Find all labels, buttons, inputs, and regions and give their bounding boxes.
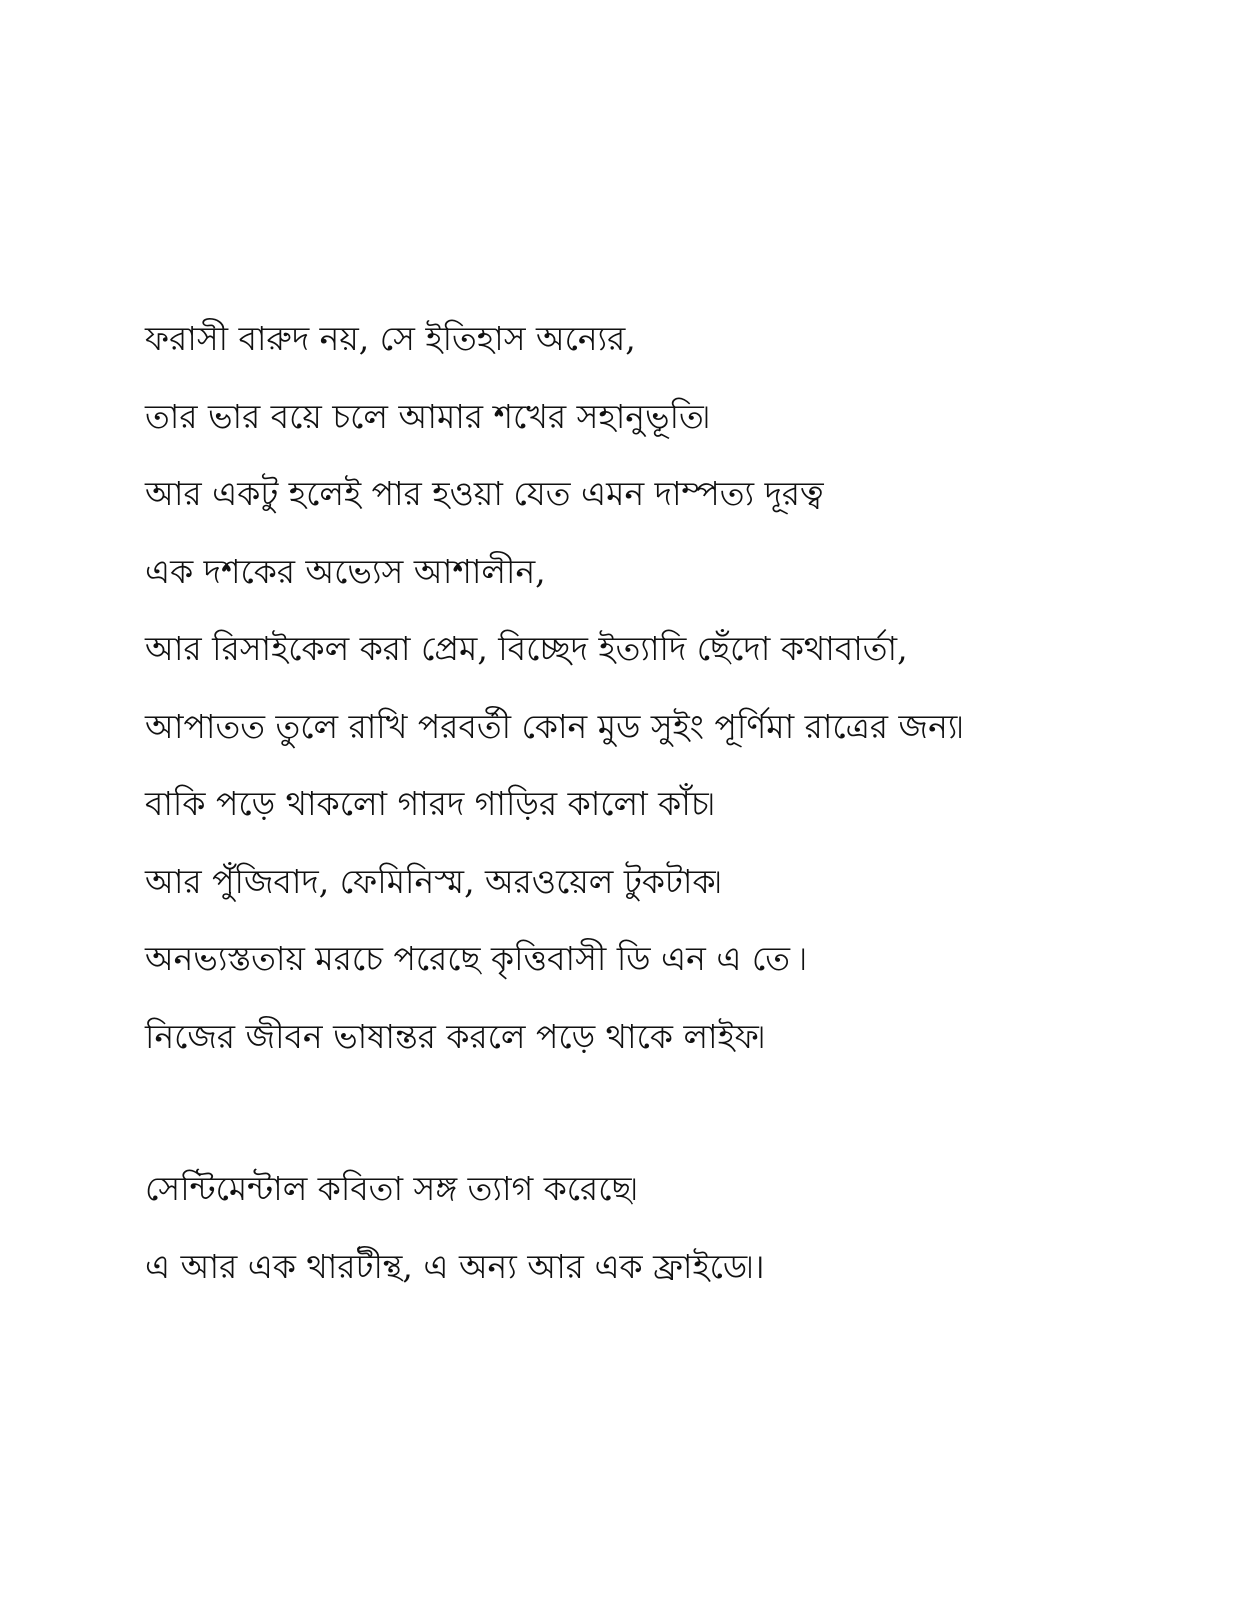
poem-line: এক দশকের অভ্যেস আশালীন,: [145, 551, 546, 591]
poem-line: আর একটু হলেই পার হওয়া যেত এমন দাম্পত্য দূরত্ব: [145, 474, 824, 513]
poem-line: বাকি পড়ে থাকলো গারদ গাড়ির কালো কাঁচ৷: [145, 784, 715, 823]
poem-line: এ আর এক থারটীন্থ, এ অন্য আর এক ফ্রাইডে৷।: [145, 1246, 765, 1286]
poem-line: আর পুঁজিবাদ, ফেমিনিস্ম, অরওয়েল টুকটাক৷: [145, 861, 722, 901]
poem-line: তার ভার বয়ে চলে আমার শখের সহানুভূতি৷: [145, 396, 710, 436]
poem-line: ফরাসী বারুদ নয়, সে ইতিহাস অন্যের,: [145, 319, 636, 358]
poem-line: সেন্টিমেন্টাল কবিতা সঙ্গ ত্যাগ করেছে৷: [145, 1169, 637, 1208]
poem-body: [145, 300, 1145, 1305]
poem-line: আপাতত তুলে রাখি পরবর্তী কোন মুড সুইং পূর্ণিমা রাত্রের জন্য৷: [145, 706, 963, 746]
poem-line: নিজের জীবন ভাষান্তর করলে পড়ে থাকে লাইফ৷: [145, 1016, 765, 1056]
poem-line: অনভ্যস্ততায় মরচে পরেছে কৃত্তিবাসী ডি এন এ তে ৷: [145, 939, 807, 978]
stanza-break: [145, 1075, 1145, 1150]
stanza-1: [145, 300, 1145, 1075]
poem-line: আর রিসাইকেল করা প্রেম, বিচ্ছেদ ইত্যাদি ছেঁদো কথাবার্তা,: [145, 629, 908, 668]
stanza-2: [145, 1150, 1145, 1305]
